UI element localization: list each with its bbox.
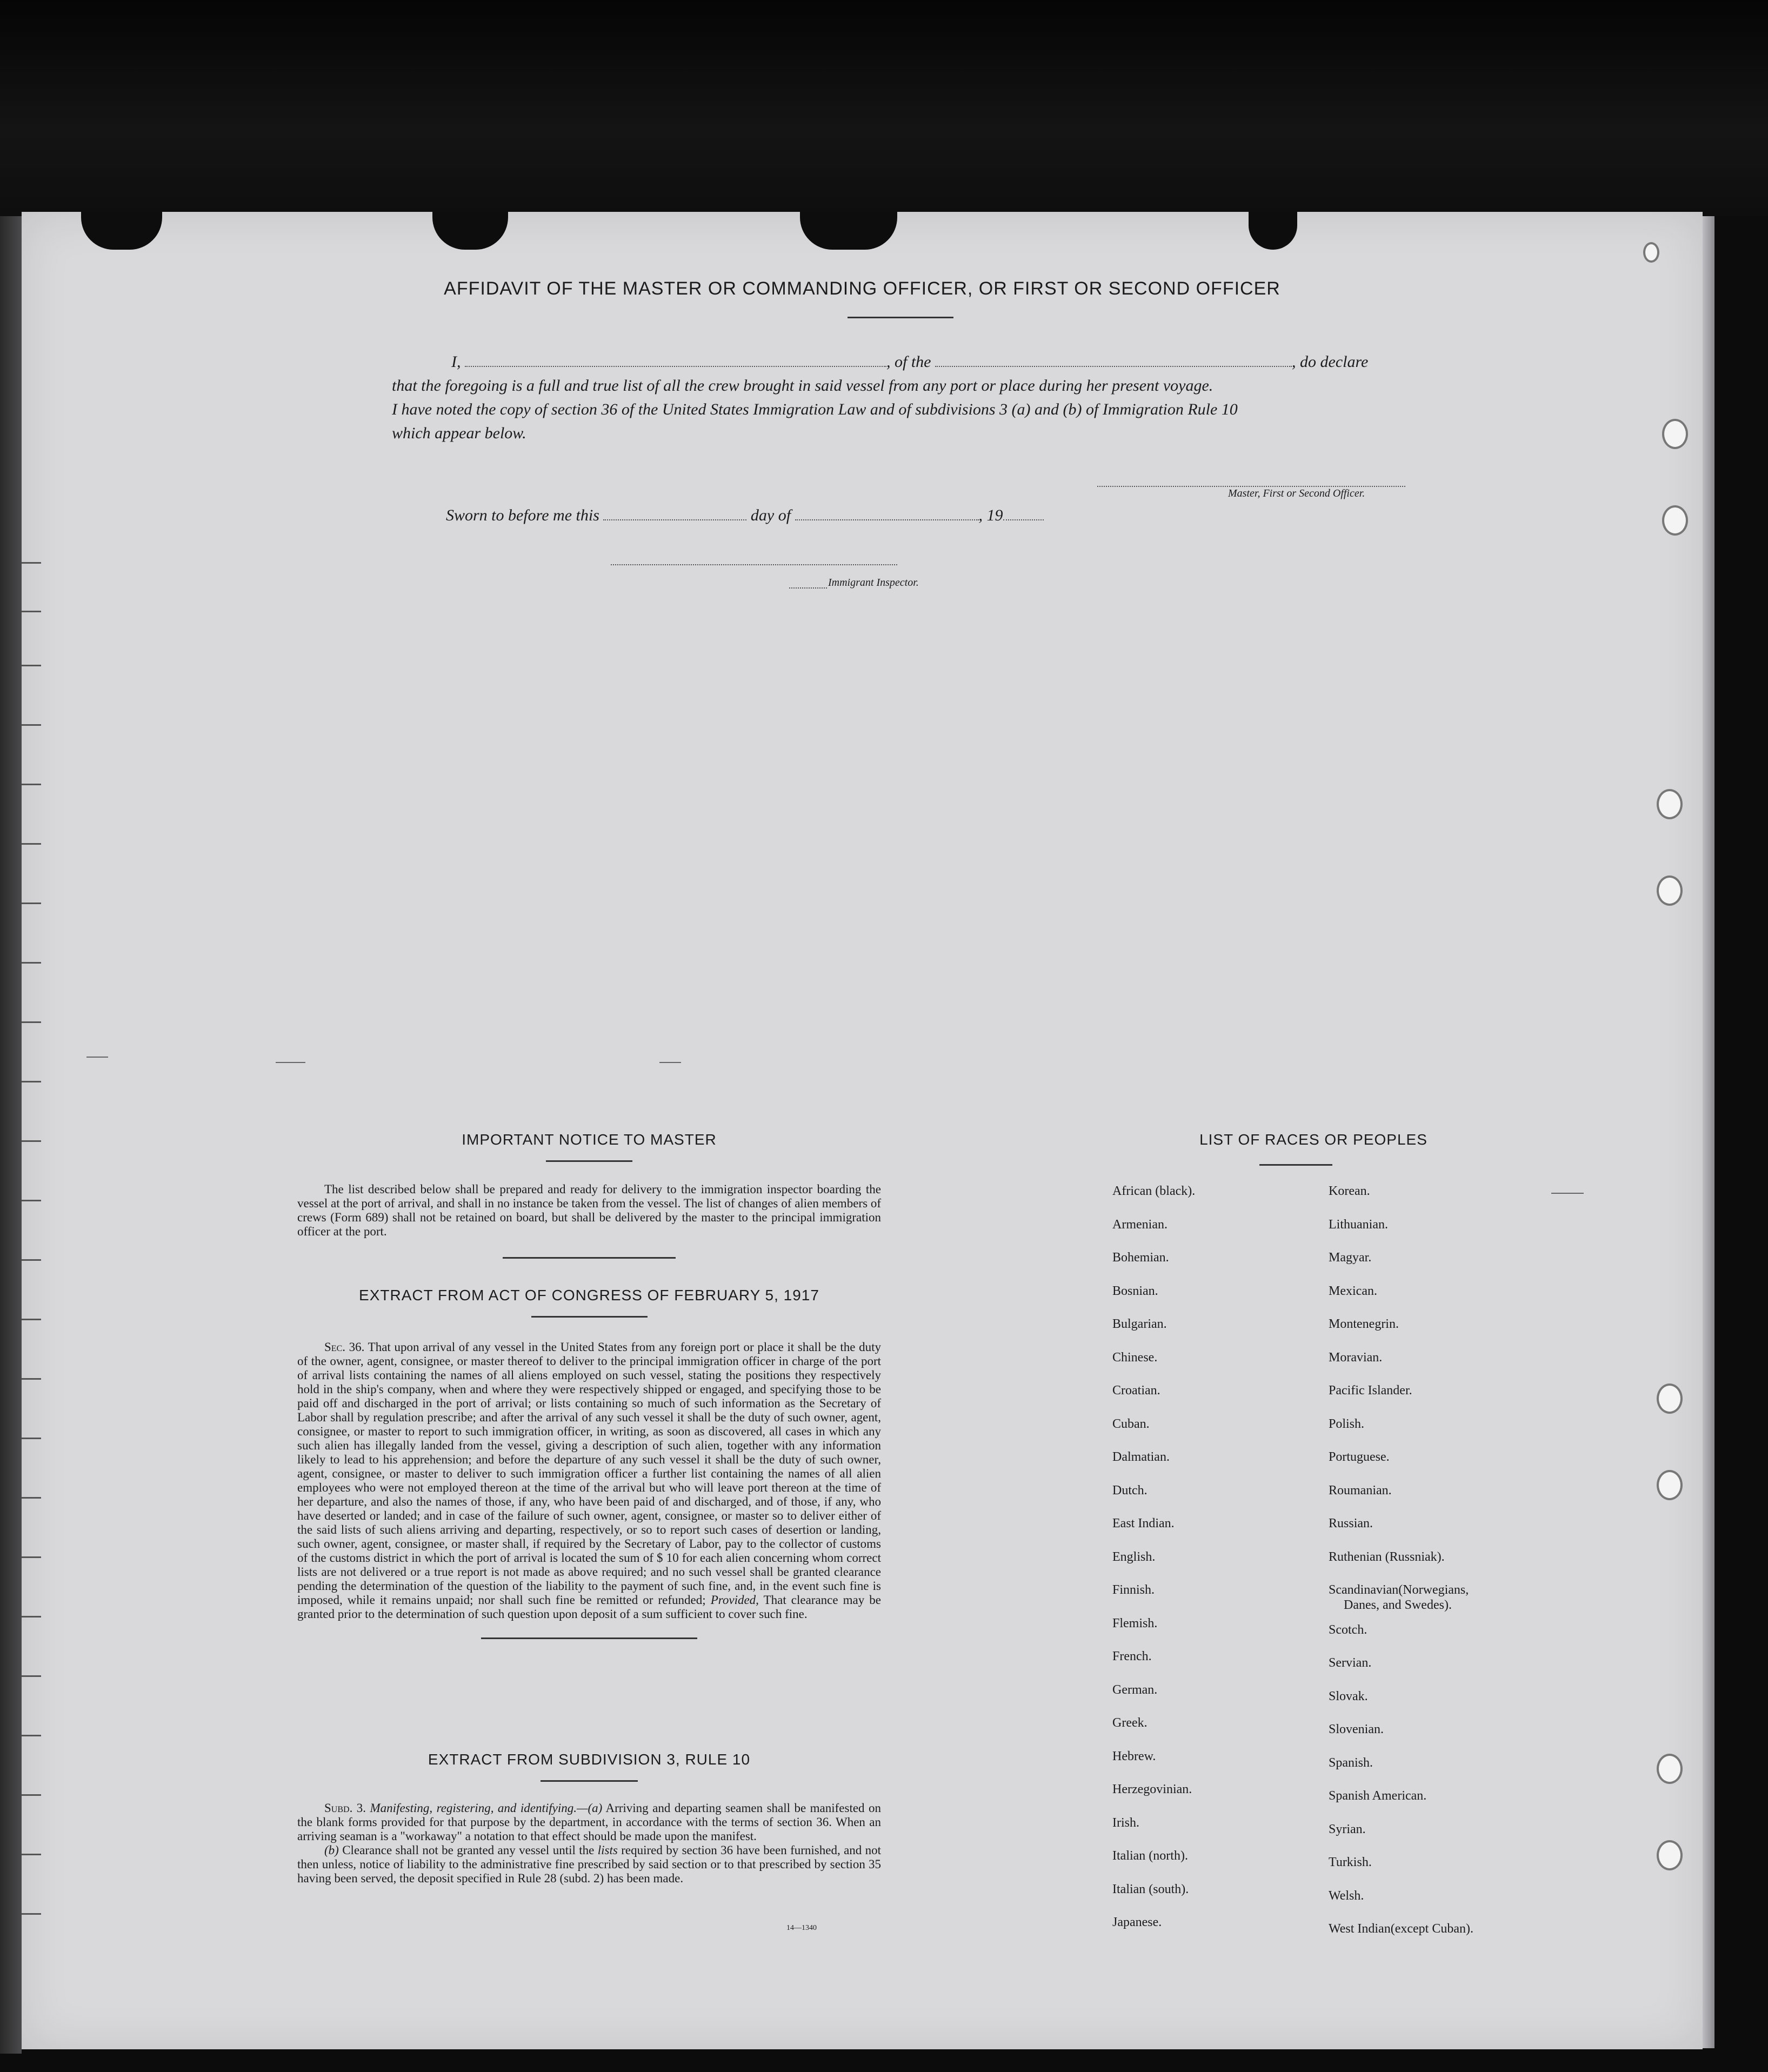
- affidavit-line-4: which appear below.: [392, 424, 526, 442]
- officer-signature-line[interactable]: [1097, 485, 1405, 487]
- of-the-label: , of the: [886, 353, 931, 371]
- race-item: Pacific Islander.: [1329, 1383, 1412, 1398]
- section-rule: [531, 1316, 648, 1318]
- punch-hole: [1657, 789, 1683, 819]
- margin-tick: [22, 665, 41, 666]
- race-item: Spanish American.: [1329, 1789, 1427, 1803]
- margin-tick: [22, 1081, 41, 1082]
- race-item: Syrian.: [1329, 1822, 1366, 1836]
- year-prefix: , 19: [978, 506, 1003, 524]
- punch-hole: [1657, 875, 1683, 906]
- rule-text-a: [297, 1801, 881, 1843]
- margin-tick: [22, 1497, 41, 1499]
- margin-tick: [22, 1259, 41, 1261]
- race-item: German.: [1112, 1682, 1158, 1697]
- lists-word: lists: [597, 1843, 618, 1857]
- rule-section: [297, 1751, 881, 1886]
- act-title: EXTRACT FROM ACT OF CONGRESS OF FEBRUARY 5, 1917: [359, 1287, 819, 1304]
- inspector-dots: [789, 586, 827, 589]
- officer-signature-label: Master, First or Second Officer.: [1228, 487, 1365, 499]
- race-item: Polish.: [1329, 1416, 1365, 1431]
- margin-tick: [22, 784, 41, 785]
- inspector-signature-line[interactable]: [611, 563, 897, 565]
- affidavit-line-3: I have noted the copy of section 36 of the United States Immigration Law and of subdivisions 3 (a) and (b) of Immigration Rule 10: [392, 400, 1238, 418]
- affidavit-line-2: that the foregoing is a full and true list of all the crew brought in said vessel from any port or place during her present voyage.: [392, 377, 1213, 395]
- race-item: Lithuanian.: [1329, 1217, 1388, 1232]
- section-rule: [541, 1780, 638, 1782]
- do-declare-label: , do declare: [1292, 353, 1369, 371]
- race-item: Greek.: [1112, 1716, 1147, 1730]
- race-item: Mexican.: [1329, 1284, 1377, 1298]
- punch-hole: [1657, 1840, 1683, 1870]
- race-item: Croatian.: [1112, 1383, 1160, 1398]
- act-text: [297, 1340, 881, 1621]
- margin-tick: [22, 1140, 41, 1142]
- race-item: Bohemian.: [1112, 1251, 1169, 1265]
- notice-title: IMPORTANT NOTICE TO MASTER: [462, 1131, 717, 1148]
- provided-word: Provided,: [710, 1593, 759, 1607]
- race-item: Welsh.: [1329, 1888, 1364, 1903]
- affidavit-line-1: [392, 350, 1408, 374]
- margin-tick: [22, 724, 41, 726]
- race-item: Herzegovinian.: [1112, 1782, 1192, 1796]
- race-item: Irish.: [1112, 1815, 1139, 1830]
- race-item: Flemish.: [1112, 1616, 1158, 1630]
- stray-mark: [1551, 1193, 1584, 1194]
- subd-label: Subd. 3.: [324, 1801, 366, 1815]
- race-item: Portuguese.: [1329, 1450, 1390, 1464]
- scan-background: [0, 0, 1768, 216]
- page-binding-strip: [0, 216, 22, 2054]
- stray-mark: [86, 1057, 108, 1058]
- race-item: Scotch.: [1329, 1622, 1367, 1637]
- day-blank[interactable]: [603, 504, 746, 520]
- notice-section: [297, 1131, 881, 1259]
- race-item: Spanish.: [1329, 1755, 1373, 1770]
- inspector-label: Immigrant Inspector.: [828, 577, 919, 589]
- name-blank[interactable]: [465, 351, 886, 367]
- margin-tick: [22, 843, 41, 845]
- race-item: Hebrew.: [1112, 1749, 1156, 1763]
- race-item: East Indian.: [1112, 1516, 1175, 1530]
- punch-hole: [1657, 1754, 1683, 1784]
- race-item: Roumanian.: [1329, 1483, 1392, 1498]
- margin-tick: [22, 903, 41, 904]
- race-item: Turkish.: [1329, 1855, 1372, 1869]
- subd-b-text-1: Clearance shall not be granted any vessel until the: [342, 1843, 595, 1857]
- margin-tick: [22, 1616, 41, 1618]
- year-blank[interactable]: [1003, 504, 1044, 520]
- race-item: Slovenian.: [1329, 1722, 1384, 1736]
- margin-tick: [22, 1200, 41, 1201]
- punch-hole: [1662, 419, 1688, 449]
- race-item: Armenian.: [1112, 1217, 1167, 1232]
- races-title-rule: [1259, 1164, 1332, 1166]
- section-rule: [481, 1637, 697, 1639]
- race-item: Servian.: [1329, 1656, 1372, 1670]
- race-item: Chinese.: [1112, 1350, 1158, 1365]
- margin-tick: [22, 1675, 41, 1677]
- sworn-line: [446, 504, 1044, 525]
- affidavit-title: AFFIDAVIT OF THE MASTER OR COMMANDING OFFICER, OR FIRST OR SECOND OFFICER: [444, 278, 1280, 299]
- race-item: Korean.: [1329, 1184, 1370, 1198]
- vessel-blank[interactable]: [935, 351, 1292, 367]
- tear-notch: [800, 212, 897, 250]
- form-number: 14—1340: [786, 1924, 817, 1932]
- notice-text: The list described below shall be prepared and ready for delivery to the immigration inspector boarding the vessel at the port of arrival, and shall in no instance be taken from the vessel. The list of changes of alien members of crews (Form 689) shall not be retained on board, but shall be delivered by the master to the principal immigration officer at the port.: [297, 1182, 881, 1238]
- sec-36-text-end: That clearance may be granted prior to the determination of such question upon deposit of a sum sufficient to cover such fine.: [297, 1593, 881, 1621]
- subd-heading: Manifesting, registering, and identifying.—(a): [370, 1801, 603, 1815]
- rule-title: EXTRACT FROM SUBDIVISION 3, RULE 10: [428, 1751, 751, 1768]
- punch-hole: [1662, 505, 1688, 536]
- margin-tick: [22, 1556, 41, 1558]
- b-label: (b): [324, 1843, 339, 1857]
- margin-tick: [22, 1021, 41, 1023]
- act-section: [297, 1287, 881, 1639]
- race-item: English.: [1112, 1549, 1156, 1564]
- stray-mark: [659, 1062, 681, 1063]
- stray-mark: [276, 1062, 305, 1063]
- subd-a-text: Arriving and departing seamen shall be manifested on the blank forms provided for that purpose by the department, in accordance with the terms of section 36. When an arriving seaman is a "workaway" a notation to that effect should be made upon the manifest.: [297, 1801, 882, 1843]
- race-item: Magyar.: [1329, 1251, 1372, 1265]
- race-item: Bosnian.: [1112, 1284, 1158, 1298]
- punch-hole: [1657, 1383, 1683, 1414]
- month-blank[interactable]: [795, 504, 979, 520]
- margin-tick: [22, 1854, 41, 1855]
- margin-tick: [22, 962, 41, 964]
- margin-tick: [22, 611, 41, 612]
- title-rule: [848, 317, 953, 318]
- race-item: Bulgarian.: [1112, 1317, 1167, 1331]
- sheet-edge: [1703, 216, 1714, 2048]
- race-item: Moravian.: [1329, 1350, 1383, 1365]
- race-item: Italian (south).: [1112, 1882, 1189, 1896]
- race-item: Slovak.: [1329, 1689, 1368, 1703]
- margin-tick: [22, 1319, 41, 1320]
- race-item: French.: [1112, 1649, 1152, 1663]
- race-item: Cuban.: [1112, 1416, 1150, 1431]
- margin-tick: [22, 1378, 41, 1380]
- margin-tick: [22, 1438, 41, 1439]
- section-rule: [503, 1257, 676, 1259]
- race-item: Italian (north).: [1112, 1849, 1188, 1863]
- sec-36-text: That upon arrival of any vessel in the United States from any foreign port or place it shall be the duty of the owner, agent, consignee, or master thereof to deliver to the principal immigration officer in charge of the port of arrival lists containing the names of all aliens employed on such vessel, stating the positions they respectively hold in the ship's company, when and where they were respectively shipped or engaged, and specifying those to be paid off and discharged in the port of arrival; or lists containing so much of such information as the Secretary of Labor shall by regulation prescribe; and after the arrival of any such vessel it shall be the duty of such owner, agent, consignee, or master to report to such immigration officer, in writing, as soon as discovered, all cases in which any such alien has illegally landed from the vessel, giving a description of such alien, together with any information likely to lead to his apprehension; and before the departure of any such vessel it shall be the duty of such owner, agent, consignee, or master to deliver to such immigration officer a further list containing the names of all alien employees who were not employed thereon at the time of the arrival but who will leave port thereon at the time of her departure, and also the names of those, if any, who have been paid of and discharged, and of those, if any, who have deserted or landed; and in case of the failure of such owner, agent, consignee, or master so to deliver either of the said lists of such aliens arriving and departing, respectively, or so to report such cases of desertion or landing, such owner, agent, consignee, or master shall, if required by the Secretary of Labor, pay to the collector of customs of the customs district in which the port of arrival is located the sum of $ 10 for each alien concerning whom correct lists are not delivered or a true report is not made as above required; and no such vessel shall be granted clearance pending the determination of the question of the liability to the payment of such fine, and, in the event such fine is imposed, while it remains unpaid; nor shall such fine be remitted or refunded;: [297, 1340, 881, 1607]
- race-item: Dalmatian.: [1112, 1450, 1170, 1464]
- punch-hole: [1657, 1470, 1683, 1500]
- race-item: Montenegrin.: [1329, 1317, 1399, 1331]
- margin-tick: [22, 1794, 41, 1796]
- race-item: Danes, and Swedes).: [1344, 1598, 1452, 1612]
- races-title: LIST OF RACES OR PEOPLES: [1199, 1131, 1427, 1148]
- race-item: Scandinavian(Norwegians,: [1329, 1583, 1469, 1597]
- day-of-label: day of: [750, 506, 791, 524]
- margin-tick: [22, 1913, 41, 1915]
- rule-text-b: [297, 1843, 881, 1886]
- race-item: Dutch.: [1112, 1483, 1147, 1498]
- race-item: West Indian(except Cuban).: [1329, 1922, 1473, 1936]
- sec-label: Sec. 36.: [324, 1340, 365, 1354]
- affidavit-body: [392, 350, 1408, 445]
- margin-tick: [22, 1735, 41, 1736]
- race-item: Russian.: [1329, 1516, 1373, 1530]
- margin-tick: [22, 562, 41, 564]
- punch-hole: [1643, 242, 1659, 263]
- race-item: Finnish.: [1112, 1583, 1155, 1597]
- race-item: Ruthenian (Russniak).: [1329, 1549, 1445, 1564]
- race-item: African (black).: [1112, 1184, 1196, 1198]
- i-label: I,: [451, 353, 461, 371]
- sworn-prefix: Sworn to before me this: [446, 506, 599, 524]
- race-item: Japanese.: [1112, 1915, 1162, 1929]
- subd-b-text-2: required by section 36 have been furnished, and not then unless, notice of liability to the administrative fine prescribed by said section or to that prescribed by section 35 having been served, the deposit specified in Rule 28 (subd. 2) has been made.: [297, 1843, 882, 1885]
- section-rule: [546, 1160, 632, 1162]
